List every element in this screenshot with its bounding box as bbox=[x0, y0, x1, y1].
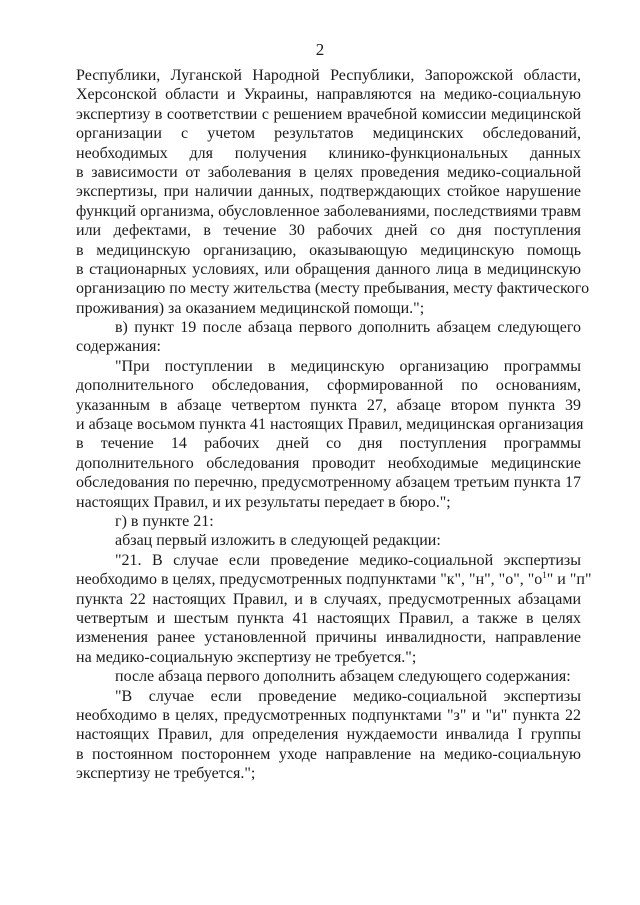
text-line: настоящих Правил, и их результаты передает в бюро."; bbox=[76, 493, 451, 511]
text-line: содержания: bbox=[76, 338, 161, 356]
text-line: организацию по месту жительства (месту пребывания, месту фактического bbox=[76, 280, 590, 298]
text-segment: необходимо в целях, предусмотренных подпунктами "к", "н", "о", "о bbox=[76, 571, 543, 589]
text-line-with-superscript bbox=[76, 570, 592, 589]
text-line: после абзаца первого дополнить абзацем следующего содержания: bbox=[115, 668, 571, 686]
text-line: проживания) за оказанием медицинской помощи."; bbox=[76, 299, 425, 317]
text-line: и абзаце восьмом пункта 41 настоящих Правил, медицинская организация bbox=[76, 416, 584, 434]
text-segment: " и "п" bbox=[546, 571, 592, 589]
text-line: в) пункт 19 после абзаца первого дополнить абзацем следующего bbox=[115, 319, 581, 337]
text-line: абзац первый изложить в следующей редакции: bbox=[115, 532, 441, 550]
text-line: г) в пункте 21: bbox=[115, 512, 214, 530]
text-line: необходимых для получения клинико-функциональных данных bbox=[76, 144, 581, 162]
text-line: в течение 14 рабочих дней со дня поступления программы bbox=[76, 435, 581, 453]
text-line: дополнительного обследования, сформированной по основаниям, bbox=[76, 377, 581, 395]
text-line: четвертым и шестым пункта 41 настоящих Правил, а также в целях bbox=[76, 609, 581, 627]
text-line: настоящих Правил, для определения нуждаемости инвалида I группы bbox=[76, 726, 581, 744]
text-line: изменения ранее установленной причины инвалидности, направление bbox=[76, 629, 581, 647]
text-line: "21. В случае если проведение медико-социальной экспертизы bbox=[115, 551, 581, 569]
text-line: или дефектами, в течение 30 рабочих дней со дня поступления bbox=[76, 222, 581, 240]
text-line: необходимо в целях, предусмотренных подпунктами "з" и "и" пункта 22 bbox=[76, 706, 581, 724]
text-line: "В случае если проведение медико-социальной экспертизы bbox=[115, 687, 581, 705]
text-line: организации с учетом результатов медицинских обследований, bbox=[76, 125, 581, 143]
text-line: обследования по перечню, предусмотренному абзацем третьим пункта 17 bbox=[76, 474, 581, 492]
text-line: Республики, Луганской Народной Республики, Запорожской области, bbox=[76, 67, 581, 84]
text-line: указанным в абзаце четвертом пункта 27, абзаце втором пункта 39 bbox=[76, 396, 581, 414]
text-line: в постоянном постороннем уходе направление на медико-социальную bbox=[76, 745, 581, 763]
text-line: экспертизу в соответствии с решением врачебной комиссии медицинской bbox=[76, 105, 581, 123]
document-body bbox=[76, 66, 592, 783]
text-line: экспертизу не требуется."; bbox=[76, 765, 256, 783]
superscript: 1 bbox=[542, 570, 547, 581]
text-line: на медико-социальную экспертизу не требуется."; bbox=[76, 648, 417, 666]
text-line: в стационарных условиях, или обращения данного лица в медицинскую bbox=[76, 260, 581, 278]
text-line: "При поступлении в медицинскую организацию программы bbox=[115, 357, 581, 375]
text-line: в зависимости от заболевания в целях проведения медико-социальной bbox=[76, 163, 581, 181]
text-line: пункта 22 настоящих Правил, и в случаях, предусмотренных абзацами bbox=[76, 590, 581, 608]
text-line: Херсонской области и Украины, направляются на медико-социальную bbox=[76, 86, 581, 104]
page-number: 2 bbox=[315, 40, 325, 59]
text-line: в медицинскую организацию, оказывающую медицинскую помощь bbox=[76, 241, 581, 259]
text-line: дополнительного обследования проводит необходимые медицинские bbox=[76, 454, 581, 472]
text-line: функций организма, обусловленное заболеваниями, последствиями травм bbox=[76, 202, 581, 220]
text-line: экспертизы, при наличии данных, подтверждающих стойкое нарушение bbox=[76, 183, 581, 201]
